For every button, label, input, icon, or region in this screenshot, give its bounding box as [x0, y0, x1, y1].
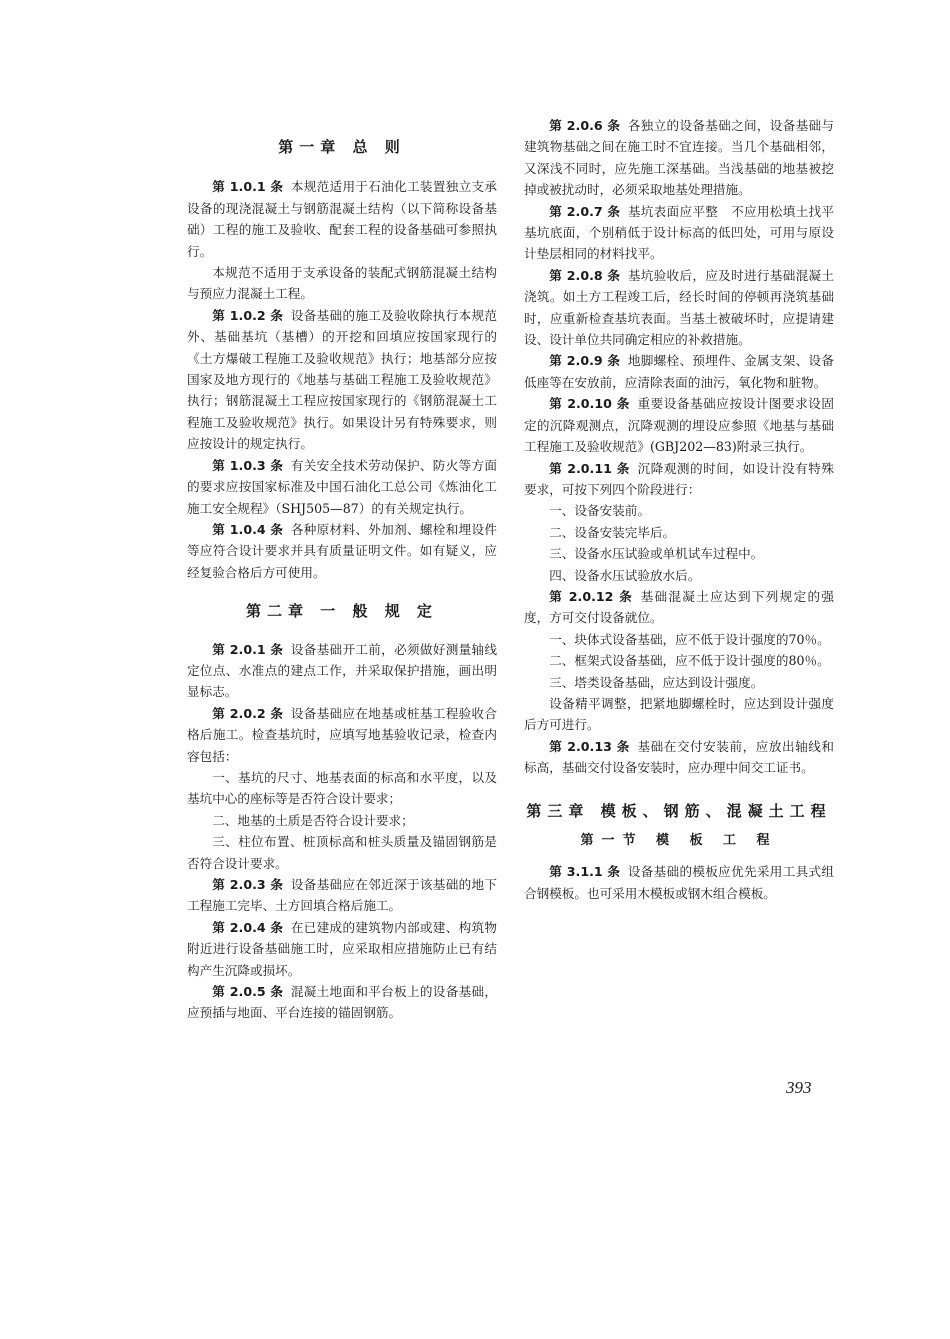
- clause-paragraph: [187, 874, 497, 917]
- clause-id: 第 1.0.3 条: [212, 457, 284, 473]
- clause-text: 地脚螺栓、预埋件、金属支架、设备低座等在安放前，应清除表面的油污，氧化物和脏物。: [524, 353, 834, 390]
- body-paragraph: 二、地基的土质是否符合设计要求；: [212, 812, 414, 828]
- clause-text: 基础混凝土应达到下列规定的强度，方可交付设备就位。: [524, 588, 835, 626]
- clause-paragraph: [187, 519, 497, 583]
- clause-text: 混凝土地面和平台板上的设备基础，应预插与地面、平台连接的锚固钢筋。: [187, 984, 497, 1021]
- clause-paragraph: [524, 350, 834, 393]
- body-paragraph: 三、柱位布置、桩顶标高和桩头质量及锚固钢筋是否符合设计要求。: [187, 834, 497, 871]
- clause-id: 第 2.0.7 条: [549, 203, 621, 219]
- clause-id: 第 2.0.1 条: [212, 641, 284, 657]
- clause-text: 设备基础的模板应优先采用工具式组合钢模板。也可采用木模板或钢木组合模板。: [524, 864, 834, 901]
- clause-paragraph: [524, 265, 834, 351]
- clause-id: 第 2.0.9 条: [549, 353, 621, 369]
- clause-paragraph: [524, 115, 834, 201]
- chapter-title: 第二章 一 般 规 定: [246, 602, 438, 621]
- body-paragraph: 一、块体式设备基础，应不低于设计强度的70％。: [549, 631, 830, 647]
- clause-id: 第 1.0.4 条: [212, 521, 284, 537]
- body-paragraph: 一、设备安装前。: [549, 503, 650, 519]
- clause-text: 在已建成的建筑物内部或建、构筑物附近进行设备基础施工时，应采取相应措施防止已有结构产生沉降或损坏。: [187, 919, 497, 978]
- clause-paragraph: [524, 861, 834, 904]
- clause-text: 沉降观测的时间，如设计没有特殊要求，可按下列四个阶段进行：: [524, 460, 834, 497]
- body-paragraph: 四、设备水压试验放水后。: [549, 567, 701, 583]
- clause-id: 第 2.0.6 条: [549, 118, 621, 133]
- clause-text: 本规范适用于石油化工装置独立支承设备的现浇混凝土与钢筋混凝土结构（以下简称设备基础）工程的施工及验收、配套工程的设备基础可参照执行。: [187, 179, 497, 259]
- clause-paragraph: [187, 176, 497, 262]
- clause-paragraph: [524, 736, 834, 779]
- clause-id: 第 1.0.1 条: [212, 179, 284, 195]
- chapter-title: 第一章 总 则: [278, 138, 406, 156]
- clause-id: 第 2.0.8 条: [549, 267, 621, 283]
- clause-text: 重要设备基础应按设计图要求设固定的沉降观测点，沉降观测的埋设应参照《地基与基础工程施工及验收规范》(GBJ202—83)附录三执行。: [524, 396, 834, 455]
- left-column: [187, 115, 497, 1024]
- clause-id: 第 2.0.4 条: [212, 919, 284, 935]
- clause-paragraph: [187, 703, 497, 767]
- clause-text: 设备基础应在地基或桩基工程验收合格后施工。检查基坑时，应填写地基验收记录，检查内容包括：: [187, 705, 497, 764]
- clause-text: 设备基础的施工及验收除执行本规范外、基础基坑（基槽）的开挖和回填应按国家现行的《土方爆破工程施工及验收规范》执行；地基部分应按国家及地方现行的《地基与基础工程施工及验收规范》执行；钢筋混凝土工程应按国家现行的《钢筋混凝土工程施工及验收规范》执行。如果设计另有特殊要求，则应按设计的规定执行。: [187, 307, 497, 452]
- clause-paragraph: [187, 455, 497, 519]
- chapter-title: 第三章 模板、钢筋、混凝土工程: [526, 801, 832, 820]
- clause-text: 各种原材料、外加剂、螺栓和埋设件等应符合设计要求并具有质量证明文件。如有疑义，应经复验合格后方可使用。: [187, 521, 497, 580]
- clause-text: 设备基础开工前，必须做好测量轴线定位点、水准点的建点工作，并采取保护措施，画出明显标志。: [187, 641, 497, 700]
- body-paragraph: 一、基坑的尺寸、地基表面的标高和水平度，以及基坑中心的座标等是否符合设计要求；: [187, 769, 497, 807]
- clause-id: 第 2.0.5 条: [212, 984, 284, 1000]
- clause-text: 基坑表面应平整 不应用松填土找平基坑底面，个别稍低于设计标高的低凹处，可用与原设计垫层相同的材料找平。: [524, 203, 834, 262]
- body-paragraph: 三、设备水压试验或单机试车过程中。: [549, 546, 764, 562]
- clause-text: 基础在交付安装前，应放出轴线和标高，基础交付设备安装时，应办理中间交工证书。: [524, 738, 834, 776]
- body-paragraph: 设备精平调整，把紧地脚螺栓时，应达到设计强度后方可进行。: [524, 695, 834, 733]
- body-paragraph: 三、塔类设备基础，应达到设计强度。: [549, 674, 764, 690]
- clause-id: 第 2.0.13 条: [549, 738, 630, 754]
- clause-id: 第 2.0.12 条: [549, 588, 634, 604]
- clause-paragraph: [187, 305, 497, 455]
- clause-paragraph: [187, 981, 497, 1024]
- clause-text: 基坑验收后，应及时进行基础混凝土浇筑。如土方工程竣工后，经长时间的停顿再浇筑基础时，应重新检查基坑表面。当基土被破坏时，应提请建设、设计单位共同确定相应的补救措施。: [524, 267, 834, 348]
- clause-paragraph: [524, 393, 834, 457]
- clause-id: 第 2.0.3 条: [212, 877, 284, 892]
- clause-paragraph: [524, 458, 834, 501]
- right-column: [524, 115, 834, 904]
- clause-paragraph: [524, 586, 834, 629]
- clause-id: 第 2.0.11 条: [549, 460, 630, 476]
- body-paragraph: 本规范不适用于支承设备的装配式钢筋混凝土结构与预应力混凝土工程。: [187, 265, 497, 302]
- clause-paragraph: [187, 639, 497, 703]
- clause-id: 第 2.0.2 条: [212, 705, 284, 721]
- section-title: 第一节 模 板 工 程: [580, 833, 778, 848]
- body-paragraph: 二、框架式设备基础，应不低于设计强度的80％。: [549, 653, 830, 669]
- clause-id: 第 3.1.1 条: [549, 864, 621, 880]
- page-number: 393: [786, 1078, 812, 1097]
- clause-id: 第 1.0.2 条: [212, 307, 284, 323]
- clause-paragraph: [524, 201, 834, 265]
- body-paragraph: 二、设备安装完毕后。: [549, 524, 676, 540]
- clause-text: 设备基础应在邻近深于该基础的地下工程施工完毕、土方回填合格后施工。: [187, 877, 497, 914]
- clause-text: 有关安全技术劳动保护、防火等方面的要求应按国家标准及中国石油化工总公司《炼油化工施工安全规程》（SHJ505—87）的有关规定执行。: [187, 457, 497, 516]
- clause-text: 各独立的设备基础之间，设备基础与建筑物基础之间在施工时不宜连接。当几个基础相邻，又深浅不同时，应先施工深基础。当浅基础的地基被挖掉或被扰动时，必须采取地基处理措施。: [524, 118, 834, 198]
- clause-id: 第 2.0.10 条: [549, 396, 630, 412]
- clause-paragraph: [187, 917, 497, 981]
